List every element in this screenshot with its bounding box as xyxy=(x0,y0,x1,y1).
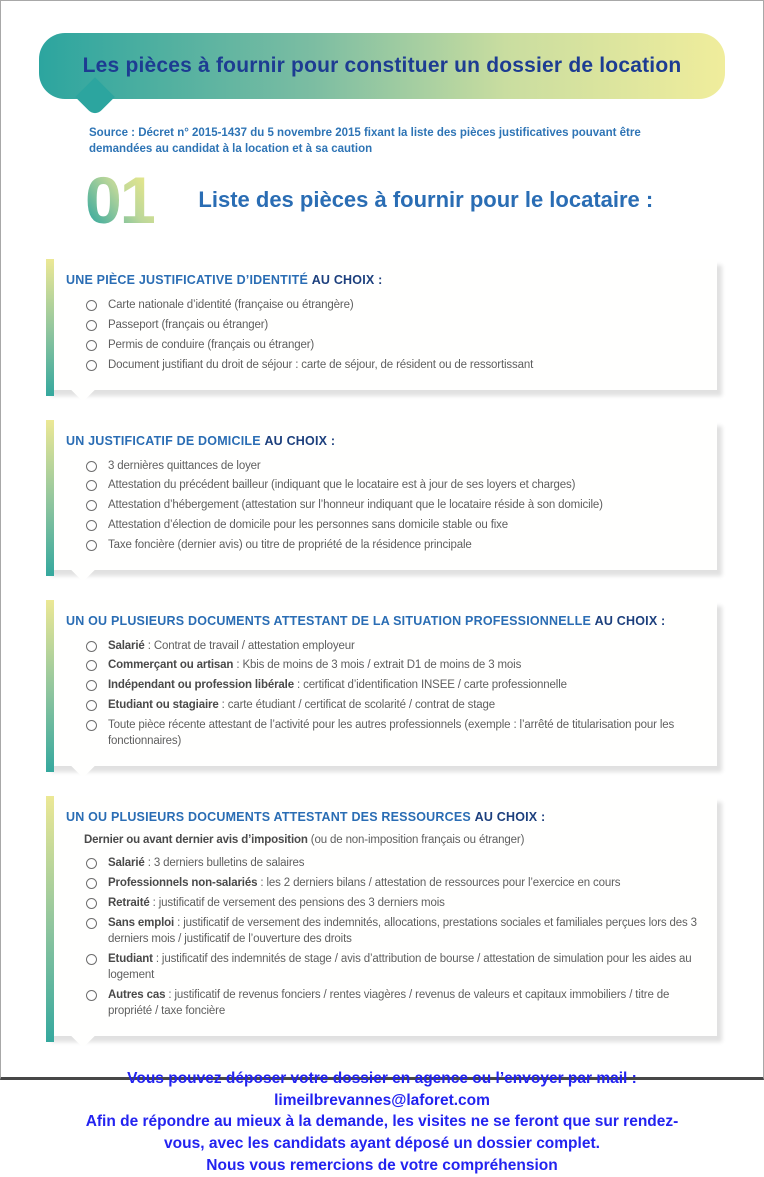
ressources-subline xyxy=(84,834,707,846)
list-item xyxy=(86,987,707,1020)
bullet-circle-icon xyxy=(86,340,97,351)
item-text: Passeport (français ou étranger) xyxy=(108,319,269,332)
list-item xyxy=(86,517,707,533)
list-item xyxy=(86,875,707,891)
item-text: : les 2 derniers bilans / attestation de ressources pour l’exercice en cours xyxy=(257,876,621,889)
list-item xyxy=(86,717,707,750)
bullet-circle-icon xyxy=(86,720,97,731)
list-item xyxy=(86,638,707,654)
footer-line-deposit: Vous pouvez déposer votre dossier en agence ou l’envoyer par mail : xyxy=(127,1070,637,1088)
card-ressources-title xyxy=(66,810,707,824)
identity-list xyxy=(86,297,707,373)
card-domicile xyxy=(46,420,717,570)
gradient-stripe xyxy=(46,259,54,395)
card-situation-professionnelle xyxy=(46,600,717,766)
gradient-stripe xyxy=(46,796,54,1042)
footer-email: limeilbrevannes@laforet.com xyxy=(274,1091,490,1109)
item-text: Attestation du précédent bailleur (indiquant que le locataire est à jour de ses loyers et charges) xyxy=(108,479,576,492)
item-text: : Contrat de travail / attestation employeur xyxy=(144,639,355,652)
item-text: Carte nationale d’identité (française ou étrangère) xyxy=(108,299,354,312)
bullet-circle-icon xyxy=(86,461,97,472)
bullet-circle-icon xyxy=(86,954,97,965)
list-item xyxy=(86,855,707,871)
ressources-list xyxy=(86,855,707,1019)
item-text: : 3 derniers bulletins de salaires xyxy=(144,857,305,870)
item-text: : carte étudiant / certificat de scolarité / contrat de stage xyxy=(218,699,496,712)
item-text: : certificat d’identification INSEE / carte professionnelle xyxy=(293,679,567,692)
list-item xyxy=(86,317,707,333)
card-title-choice: AU CHOIX : xyxy=(594,613,666,628)
source-note: Source : Décret n° 2015-1437 du 5 novembre 2015 fixant la liste des pièces justificatives pouvant être demandées au candidat à la location et à sa caution xyxy=(89,127,641,156)
item-text: Toute pièce récente attestant de l’activité pour les autres professionnels (exemple : l’arrêté de titularisation pour les fonctionnaires) xyxy=(108,718,675,748)
bullet-circle-icon xyxy=(86,700,97,711)
item-text: Attestation d’élection de domicile pour les personnes sans domicile stable ou fixe xyxy=(108,518,509,531)
bullet-circle-icon xyxy=(86,641,97,652)
item-text: : justificatif de versement des pensions des 3 derniers mois xyxy=(149,896,445,909)
page-title: Les pièces à fournir pour constituer un dossier de location xyxy=(82,54,682,77)
bullet-circle-icon xyxy=(86,878,97,889)
item-term: Indépendant ou profession libérale xyxy=(108,679,294,692)
card-title-main: UNE PIÈCE JUSTIFICATIVE D’IDENTITÉ xyxy=(66,273,309,288)
footer-line-thanks: Nous vous remercions de votre compréhension xyxy=(206,1156,558,1174)
item-term: Autres cas xyxy=(108,988,166,1001)
item-text: : justificatif de versement des indemnités, allocations, prestations sociales et familiales perçues lors des 3 derniers mois / justificatif de l’ouverture des droits xyxy=(108,916,697,945)
subline-term: Dernier ou avant dernier avis d’imposition xyxy=(84,834,308,847)
list-item xyxy=(86,337,707,353)
list-item xyxy=(86,458,707,474)
card-title-main: UN OU PLUSIEURS DOCUMENTS ATTESTANT DES RESSOURCES xyxy=(66,810,471,825)
card-ressources xyxy=(46,796,717,1036)
item-text: Document justifiant du droit de séjour : carte de séjour, de résident ou de ressortissant xyxy=(108,358,534,371)
item-text: Permis de conduire (français ou étranger) xyxy=(108,338,315,351)
item-text: 3 dernières quittances de loyer xyxy=(108,459,261,472)
item-term: Salarié xyxy=(108,639,145,652)
footer-line-visits: Afin de répondre au mieux à la demande, les visites ne se feront que sur rendez-vous, avec les candidats ayant déposé un dossier complet. xyxy=(85,1113,679,1153)
bullet-circle-icon xyxy=(86,480,97,491)
bullet-circle-icon xyxy=(86,520,97,531)
bullet-circle-icon xyxy=(86,300,97,311)
title-bubble xyxy=(39,33,725,99)
gradient-stripe xyxy=(46,600,54,772)
card-title-choice: AU CHOIX : xyxy=(311,273,383,288)
card-identity-title xyxy=(66,273,707,287)
card-domicile-title xyxy=(66,434,707,448)
bullet-circle-icon xyxy=(86,360,97,371)
list-item xyxy=(86,357,707,373)
list-item xyxy=(86,297,707,313)
section-header xyxy=(85,163,723,238)
item-term: Professionnels non-salariés xyxy=(108,876,258,889)
bullet-circle-icon xyxy=(86,540,97,551)
item-text: : justificatif des indemnités de stage / avis d’attribution de bourse / attestation de simulation pour les aides au logement xyxy=(108,952,692,982)
bullet-circle-icon xyxy=(86,660,97,671)
card-title-choice: AU CHOIX : xyxy=(474,810,546,825)
bullet-circle-icon xyxy=(86,500,97,511)
bullet-circle-icon xyxy=(86,320,97,331)
section-number: 01 xyxy=(85,163,155,238)
subline-text: (ou de non-imposition français ou étranger) xyxy=(307,834,525,847)
item-term: Etudiant ou stagiaire xyxy=(108,699,219,712)
item-term: Retraité xyxy=(108,896,150,909)
card-title-main: UN OU PLUSIEURS DOCUMENTS ATTESTANT DE LA SITUATION PROFESSIONNELLE xyxy=(66,613,591,628)
list-item xyxy=(86,537,707,553)
bullet-circle-icon xyxy=(86,898,97,909)
card-title-choice: AU CHOIX : xyxy=(264,433,336,448)
list-item xyxy=(86,951,707,984)
gradient-stripe xyxy=(46,420,54,576)
item-term: Sans emploi xyxy=(108,916,175,929)
list-item xyxy=(86,657,707,673)
item-text: : Kbis de moins de 3 mois / extrait D1 de moins de 3 mois xyxy=(233,659,522,672)
list-item xyxy=(86,497,707,513)
item-text: : justificatif de revenus fonciers / rentes viagères / revenus de valeurs et capitaux immobiliers / titre de propriété / taxe foncière xyxy=(108,988,670,1018)
item-text: Taxe foncière (dernier avis) ou titre de propriété de la résidence principale xyxy=(108,538,472,551)
situation-list xyxy=(86,638,707,750)
item-term: Etudiant xyxy=(108,952,153,965)
card-title-main: UN JUSTIFICATIF DE DOMICILE xyxy=(66,433,261,448)
item-term: Commerçant ou artisan xyxy=(108,659,234,672)
bullet-circle-icon xyxy=(86,680,97,691)
bullet-circle-icon xyxy=(86,918,97,929)
item-text: Attestation d’hébergement (attestation sur l’honneur indiquant que le locataire réside à son domicile) xyxy=(108,499,603,512)
list-item xyxy=(86,895,707,911)
footer-notice xyxy=(1,1068,763,1176)
list-item xyxy=(86,697,707,713)
item-term: Salarié xyxy=(108,857,145,870)
bullet-circle-icon xyxy=(86,990,97,1001)
card-situation-title xyxy=(66,614,707,628)
list-item xyxy=(86,677,707,693)
bullet-circle-icon xyxy=(86,858,97,869)
card-identity xyxy=(46,259,717,389)
list-item xyxy=(86,915,707,948)
list-item xyxy=(86,477,707,493)
section-heading: Liste des pièces à fournir pour le locataire : xyxy=(198,187,654,213)
domicile-list xyxy=(86,458,707,554)
